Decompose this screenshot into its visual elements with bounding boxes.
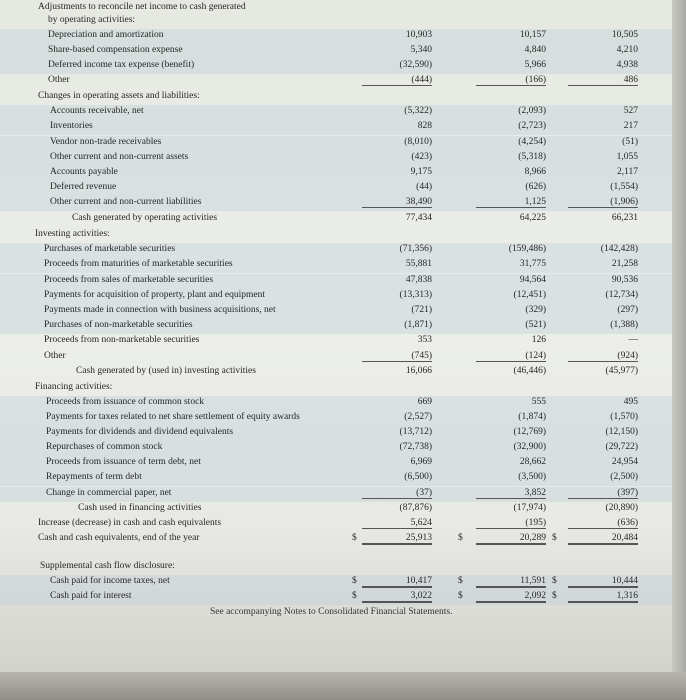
table-row <box>0 304 672 319</box>
row-label: Other current and non-current assets <box>50 152 189 162</box>
cell-value: 20,289 <box>476 533 546 545</box>
row-label: Cash and cash equivalents, end of the year <box>38 533 200 543</box>
cell-value: 10,417 <box>362 576 432 588</box>
row-label: Proceeds from issuance of common stock <box>46 397 205 407</box>
desk-surface <box>0 672 686 700</box>
cell-value: (636) <box>568 518 638 529</box>
row-label: Cash paid for interest <box>50 591 132 601</box>
cell-value: (32,590) <box>399 60 432 70</box>
cell-value: (32,900) <box>513 442 546 452</box>
cell-value: (8,010) <box>404 137 432 147</box>
row-label: Purchases of non-marketable securities <box>44 320 193 330</box>
table-row <box>0 532 672 547</box>
cell-value: (12,451) <box>513 290 546 300</box>
cell-value: 2,092 <box>476 591 546 603</box>
cell-value: 669 <box>417 397 432 407</box>
table-row <box>0 59 672 74</box>
cell-value: 217 <box>623 121 638 131</box>
table-row <box>0 14 672 29</box>
cell-value: 31,775 <box>519 259 546 269</box>
cell-value: (745) <box>362 351 432 362</box>
table-row <box>0 487 672 502</box>
cell-value: (329) <box>525 305 546 315</box>
cell-value: (5,322) <box>404 106 432 116</box>
cell-value: 47,838 <box>405 275 432 285</box>
table-row <box>0 166 672 181</box>
cell-value: (423) <box>411 152 432 162</box>
table-row <box>0 212 672 227</box>
table-row <box>0 151 672 166</box>
currency-symbol: $ <box>352 591 357 601</box>
table-row <box>0 319 672 334</box>
row-label: Repurchases of common stock <box>46 442 163 452</box>
cell-value: (4,254) <box>518 137 546 147</box>
row-label: Accounts receivable, net <box>50 106 144 116</box>
table-row <box>0 74 672 89</box>
cell-value: (71,356) <box>399 244 432 254</box>
cell-value: 2,117 <box>616 167 638 177</box>
row-label: Deferred income tax expense (benefit) <box>48 60 195 70</box>
row-label: Depreciation and amortization <box>48 30 164 40</box>
currency-symbol: $ <box>458 591 463 601</box>
cell-value: (12,769) <box>513 427 546 437</box>
cell-value: 1,055 <box>616 152 638 162</box>
row-label: Payments for acquisition of property, plant and equipment <box>44 290 266 300</box>
row-label: Investing activities: <box>35 229 110 239</box>
cell-value: (72,738) <box>399 442 432 452</box>
row-label: Other current and non-current liabilities <box>50 197 202 207</box>
cell-value: 10,505 <box>611 30 638 40</box>
table-row <box>0 105 672 120</box>
cell-value: 11,591 <box>476 576 546 588</box>
row-label: Other <box>48 75 70 85</box>
cell-value: 94,564 <box>519 275 546 285</box>
cell-value: 10,444 <box>568 576 638 588</box>
cell-value: 66,231 <box>611 213 638 223</box>
cell-value: (397) <box>568 488 638 499</box>
currency-symbol: $ <box>458 576 463 586</box>
cell-value: 3,852 <box>476 488 546 499</box>
cell-value: (13,712) <box>399 427 432 437</box>
row-label: Proceeds from non-marketable securities <box>44 335 200 345</box>
cell-value: (124) <box>476 351 546 362</box>
table-row <box>0 502 672 517</box>
cell-value: 28,662 <box>519 457 546 467</box>
table-row <box>0 441 672 456</box>
row-label: Change in commercial paper, net <box>46 488 172 498</box>
cell-value: 4,210 <box>616 45 638 55</box>
cell-value: 6,969 <box>410 457 432 467</box>
table-row <box>0 243 672 258</box>
cell-value: (2,723) <box>518 121 546 131</box>
cell-value: (1,388) <box>610 320 638 330</box>
currency-symbol: $ <box>552 533 557 543</box>
cell-value: (45,977) <box>605 366 638 376</box>
cell-value: (1,906) <box>568 197 638 208</box>
cell-value: 527 <box>623 106 638 116</box>
cell-value: 55,881 <box>405 259 432 269</box>
row-label: by operating activities: <box>48 15 136 25</box>
cell-value: 1,125 <box>476 197 546 208</box>
cell-value: (17,974) <box>513 503 546 513</box>
cell-value: — <box>628 335 638 345</box>
cell-value: 77,434 <box>405 213 432 223</box>
cell-value: 38,490 <box>362 197 432 208</box>
table-row <box>0 396 672 411</box>
cell-value: 16,066 <box>405 366 432 376</box>
row-label: Cash generated by operating activities <box>72 213 218 223</box>
cell-value: 8,966 <box>524 167 546 177</box>
cell-value: (12,150) <box>605 427 638 437</box>
table-row <box>0 590 672 605</box>
table-row <box>0 575 672 590</box>
row-label: Cash paid for income taxes, net <box>50 576 170 586</box>
table-row <box>0 471 672 486</box>
row-label: Cash used in financing activities <box>78 503 202 513</box>
cell-value: 5,624 <box>362 518 432 529</box>
table-row <box>0 365 672 380</box>
page-edge <box>672 0 686 700</box>
row-label: Purchases of marketable securities <box>44 244 176 254</box>
table-row <box>0 560 672 575</box>
table-row <box>0 44 672 59</box>
table-row <box>0 456 672 471</box>
cell-value: 25,913 <box>362 533 432 545</box>
cell-value: (521) <box>525 320 546 330</box>
cell-value: (6,500) <box>404 472 432 482</box>
cell-value: 9,175 <box>410 167 432 177</box>
row-label: Repayments of term debt <box>46 472 142 482</box>
cell-value: (924) <box>568 351 638 362</box>
table-row <box>0 90 672 105</box>
cell-value: (1,874) <box>518 412 546 422</box>
cell-value: (142,428) <box>600 244 638 254</box>
table-row <box>0 350 672 365</box>
table-row <box>0 120 672 135</box>
row-label: Payments made in connection with business acquisitions, net <box>44 305 276 315</box>
row-label: Changes in operating assets and liabilities: <box>38 91 200 101</box>
cell-value: (37) <box>362 488 432 499</box>
cell-value: 126 <box>531 335 546 345</box>
cell-value: (1,871) <box>404 320 432 330</box>
cell-value: 5,966 <box>524 60 546 70</box>
currency-symbol: $ <box>552 591 557 601</box>
row-label: Vendor non-trade receivables <box>50 137 162 147</box>
cell-value: 24,954 <box>611 457 638 467</box>
cell-value: 64,225 <box>519 213 546 223</box>
cell-value: 1,316 <box>568 591 638 603</box>
cell-value: (195) <box>476 518 546 529</box>
cell-value: (1,554) <box>610 182 638 192</box>
table-row <box>0 136 672 151</box>
table-row <box>0 411 672 426</box>
cell-value: 353 <box>417 335 432 345</box>
table-row <box>0 426 672 441</box>
cell-value: (46,446) <box>513 366 546 376</box>
row-label: Deferred revenue <box>50 182 117 192</box>
currency-symbol: $ <box>458 533 463 543</box>
row-label: Proceeds from maturities of marketable securities <box>44 259 233 269</box>
cell-value: 10,157 <box>519 30 546 40</box>
table-row <box>0 517 672 532</box>
cell-value: (297) <box>617 305 638 315</box>
cell-value: (5,318) <box>518 152 546 162</box>
cell-value: 495 <box>623 397 638 407</box>
table-row <box>0 289 672 304</box>
row-label: Cash generated by (used in) investing activities <box>76 366 256 376</box>
cell-value: (2,500) <box>610 472 638 482</box>
cell-value: (87,876) <box>399 503 432 513</box>
table-row <box>0 181 672 196</box>
row-label: Proceeds from issuance of term debt, net <box>46 457 201 467</box>
row-label: Financing activities: <box>35 382 113 392</box>
cell-value: (626) <box>525 182 546 192</box>
currency-symbol: $ <box>552 576 557 586</box>
cell-value: (13,313) <box>399 290 432 300</box>
cell-value: (12,734) <box>605 290 638 300</box>
cell-value: (3,500) <box>518 472 546 482</box>
table-row <box>0 258 672 273</box>
cell-value: (20,890) <box>605 503 638 513</box>
cell-value: 10,903 <box>405 30 432 40</box>
cell-value: (721) <box>411 305 432 315</box>
cell-value: 4,938 <box>616 60 638 70</box>
row-label: Proceeds from sales of marketable securities <box>44 275 214 285</box>
table-row <box>0 29 672 44</box>
row-label: Increase (decrease) in cash and cash equivalents <box>38 518 222 528</box>
row-label: Adjustments to reconcile net income to cash generated <box>38 2 246 12</box>
cell-value: 21,258 <box>611 259 638 269</box>
cell-value: (2,527) <box>404 412 432 422</box>
cell-value: 828 <box>417 121 432 131</box>
table-row <box>0 228 672 243</box>
table-row <box>0 196 672 211</box>
row-label: Payments for dividends and dividend equivalents <box>46 427 234 437</box>
cell-value: 3,022 <box>362 591 432 603</box>
currency-symbol: $ <box>352 576 357 586</box>
row-label: Share-based compensation expense <box>48 45 183 55</box>
cell-value: (159,486) <box>508 244 546 254</box>
cell-value: (444) <box>362 75 432 86</box>
currency-symbol: $ <box>352 533 357 543</box>
row-label: Accounts payable <box>50 167 118 177</box>
cell-value: (44) <box>416 182 432 192</box>
row-label: Supplemental cash flow disclosure: <box>40 561 175 571</box>
footer-note: See accompanying Notes to Consolidated Financial Statements. <box>210 607 453 617</box>
table-row <box>0 334 672 349</box>
cell-value: (51) <box>622 137 638 147</box>
table-row <box>0 381 672 396</box>
cell-value: 90,536 <box>611 275 638 285</box>
cell-value: 486 <box>568 75 638 86</box>
table-row <box>0 274 672 289</box>
cell-value: (29,722) <box>605 442 638 452</box>
row-label: Inventories <box>50 121 93 131</box>
cell-value: 5,340 <box>410 45 432 55</box>
cell-value: (1,570) <box>610 412 638 422</box>
row-label: Other <box>44 351 66 361</box>
cell-value: (2,093) <box>518 106 546 116</box>
cell-value: (166) <box>476 75 546 86</box>
row-label: Payments for taxes related to net share settlement of equity awards <box>46 412 300 422</box>
cell-value: 555 <box>531 397 546 407</box>
cell-value: 20,484 <box>568 533 638 545</box>
cell-value: 4,840 <box>524 45 546 55</box>
